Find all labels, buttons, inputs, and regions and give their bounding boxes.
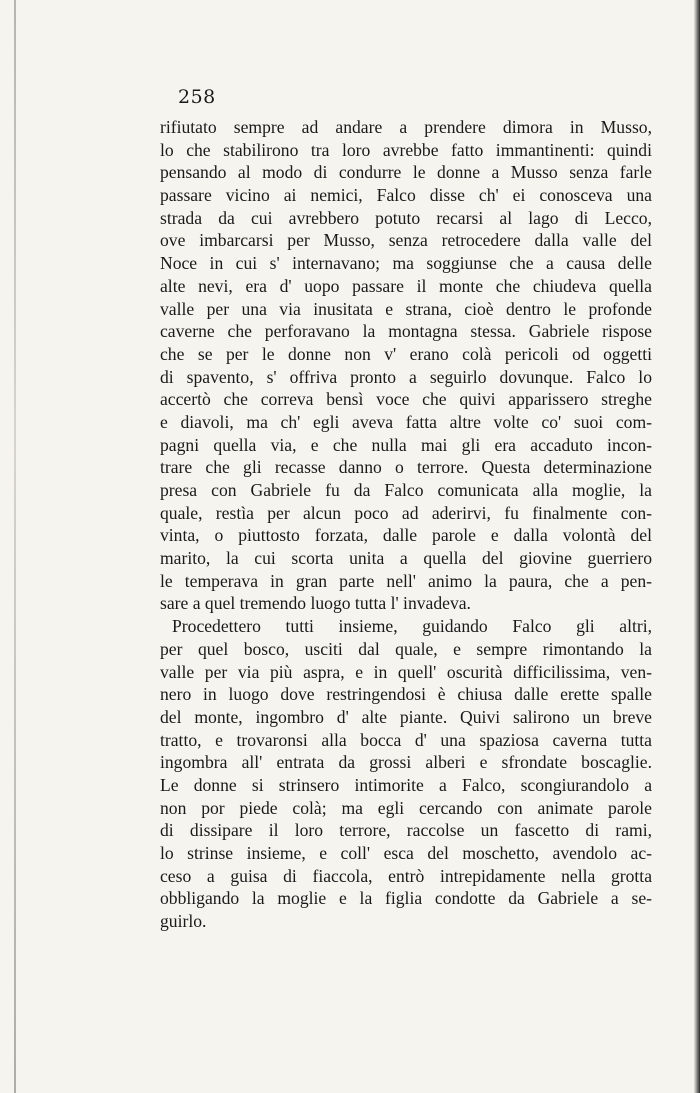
text-line: di spavento, s' offriva pronto a seguirlo dovunque. Falco lo (160, 366, 652, 387)
page-right-edge (694, 0, 700, 1093)
text-line: presa con Gabriele fu da Falco comunicata alla moglie, la (160, 480, 652, 500)
text-line: ceso a guisa di fiaccola, entrò intrepidamente nella grotta (160, 865, 652, 886)
body-text (160, 116, 652, 933)
text-line: accertò che correva bensì voce che quivi apparissero streghe (160, 389, 652, 410)
text-line: passare vicino ai nemici, Falco disse ch' ei conosceva una (160, 185, 652, 206)
page-number: 258 (178, 86, 216, 108)
text-line: le temperava in gran parte nell' animo la paura, che a pen- (160, 570, 652, 591)
text-line: sare a quel tremendo luogo tutta l' invadeva. (160, 593, 471, 614)
text-line: guirlo. (160, 911, 207, 932)
text-line: per quel bosco, usciti dal quale, e sempre rimontando la (160, 638, 652, 659)
text-line: quale, restìa per alcun poco ad aderirvi, fu finalmente con- (160, 502, 652, 523)
text-line: e diavoli, ma ch' egli aveva fatta altre volte co' suoi com- (160, 411, 652, 432)
text-line: ove imbarcarsi per Musso, senza retrocedere dalla valle del (160, 230, 652, 251)
text-line: pensando al modo di condurre le donne a Musso senza farle (160, 162, 652, 183)
text-line: vinta, o piuttosto forzata, dalle parole e dalla volontà del (160, 525, 652, 546)
text-line: trare che gli recasse danno o terrore. Questa determinazione (160, 457, 652, 478)
text-line: del monte, ingombro d' alte piante. Quivi salirono un breve (160, 706, 652, 727)
text-line: valle per una via inusitata e strana, cioè dentro le profonde (160, 298, 652, 319)
text-line: rifiutato sempre ad andare a prendere dimora in Musso, (160, 117, 652, 137)
text-line: che se per le donne non v' erano colà pericoli od oggetti (160, 343, 652, 364)
text-line: Noce in cui s' internavano; ma soggiunse che a causa delle (160, 253, 652, 274)
text-line: nero in luogo dove restringendosi è chiusa dalle erette spalle (160, 684, 652, 705)
text-line: Le donne si strinsero intimorite a Falco, scongiurandolo a (160, 774, 652, 795)
text-line: di dissipare il loro terrore, raccolse un fascetto di rami, (160, 820, 652, 841)
text-line: ingombra all' entrata da grossi alberi e sfrondate boscaglie. (160, 752, 652, 773)
text-line: Procedettero tutti insieme, guidando Falco gli altri, (172, 616, 652, 637)
page-binding-edge (14, 0, 16, 1093)
text-line: tratto, e trovaronsi alla bocca d' una spaziosa caverna tutta (160, 729, 652, 750)
text-line: pagni quella via, e che nulla mai gli era accaduto incon- (160, 434, 652, 455)
text-line: obbligando la moglie e la figlia condotte da Gabriele a se- (160, 888, 652, 909)
text-line: lo strinse insieme, e coll' esca del moschetto, avendolo ac- (160, 843, 652, 863)
text-line: valle per via più aspra, e in quell' oscurità difficilissima, ven- (160, 661, 652, 682)
text-line: alte nevi, era d' uopo passare il monte che chiudeva quella (160, 275, 652, 296)
text-line: marito, la cui scorta unita a quella del giovine guerriero (160, 548, 652, 569)
text-line: non por piede colà; ma egli cercando con animate parole (160, 797, 652, 818)
text-line: lo che stabilirono tra loro avrebbe fatto immantinenti: quindi (160, 139, 652, 160)
text-line: strada da cui avrebbero potuto recarsi al lago di Lecco, (160, 207, 652, 228)
text-line: caverne che perforavano la montagna stessa. Gabriele rispose (160, 321, 652, 342)
